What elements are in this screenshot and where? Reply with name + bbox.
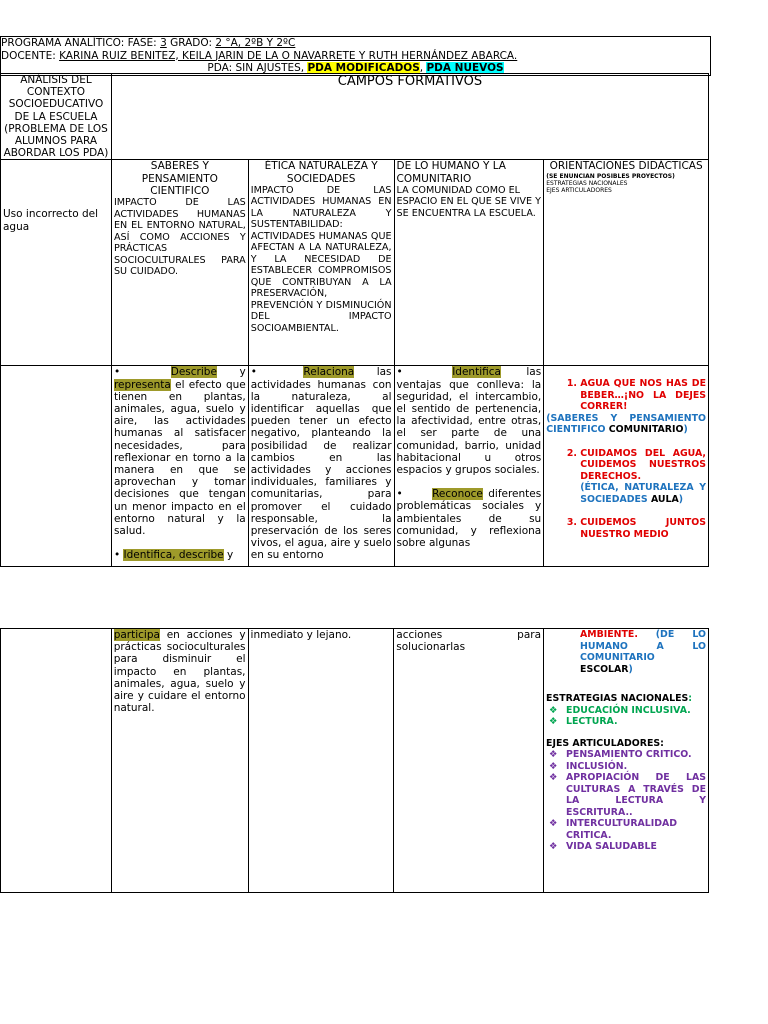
estrategia-item: ❖ LECTURA.	[566, 716, 706, 728]
col4-sub1: (SE ENUNCIAN POSIBLES PROYECTOS)	[546, 172, 675, 180]
project-2-title: 2. CUIDAMOS DEL AGUA, CUIDEMOS NUESTROS DERECHOS.	[580, 448, 706, 483]
pda3b-text: diferentes problemáticas sociales y ambientales de su comunidad, y reflexiona sobre algunas	[396, 488, 542, 550]
analisis-header: ANÁLISIS DEL CONTEXTO SOCIOEDUCATIVO DE LA ESCUELA (PROBLEMA DE LOS ALUMNOS PARA ABORDAR LOS PDA)	[1, 74, 112, 160]
pda1b-verb-participa: participa	[113, 629, 160, 641]
pda1-text: el efecto que tienen en plantas, animales, agua, suelo y aire, las actividades humanas al satisfacer necesidades, para reflexionar en torno a la manera en que se aprovechan y tomar decisiones que tengan un menor impacto en el entorno natural y la salud.	[113, 378, 246, 538]
pda1-cell: • Describe y representa el efecto que tienen en plantas, animales, agua, suelo y aire, las actividades humanas al satisfacer necesidades, para reflexionar en torno a la manera en que se aprovechan y tomar decisiones que tengan un menor impacto en el entorno natural y la salud. • Identifica, describe y	[111, 366, 248, 567]
col1-content: IMPACTO DE LAS ACTIVIDADES HUMANAS EN EL ENTORNO NATURAL, ASÍ COMO ACCIONES Y PRÁCTICAS SOCIOCULTURALES PARA SU CUIDADO.	[113, 197, 246, 278]
col3-title: DE LO HUMANO Y LA COMUNITARIO	[396, 160, 506, 185]
projects-cell	[544, 366, 709, 567]
project-1-campo: (SABERES Y PENSAMIENTO CIENTIFICO COMUNITARIO)	[546, 412, 706, 436]
empty-cell-2	[1, 629, 112, 893]
document-header	[0, 36, 711, 76]
projects-cell-cont: AMBIENTE. (DE LO HUMANO A LO COMUNITARIO ESCOLAR) ESTRATEGIAS NACIONALES: ❖ EDUCACIÓN INCLUSIVA. ❖ LECTURA. EJES ARTICULADORES: ❖ PENSAMIENTO CRITICO. ❖ INCLUSIÓN. ❖ APROPIACIÓN DE LAS CULTURAS A TRAVÉS DE LA LECTURA Y ESCRITURA.. ❖ INTERCULTURALIDAD CRITICA. ❖ VIDA SALUDABLE	[544, 629, 709, 893]
ejes-label: EJES ARTICULADORES:	[546, 737, 664, 749]
col4-header-cell	[544, 160, 709, 366]
docente-value: KARINA RUIZ BENITEZ, KEILA JARIN DE LA O NAVARRETE Y RUTH HERNÁNDEZ ABARCA.	[59, 49, 518, 62]
ejes-list	[546, 749, 706, 853]
project-3-title: 3. CUIDEMOS JUNTOS NUESTRO MEDIO	[580, 517, 706, 540]
col2-header-cell	[248, 160, 394, 366]
project-3-campo: (DE LO HUMANO A LO COMUNITARIO	[580, 629, 706, 663]
campos-header: CAMPOS FORMATIVOS	[111, 74, 708, 160]
col3-header-cell	[394, 160, 544, 366]
problem-cell: Uso incorrecto del agua	[1, 160, 112, 366]
col2-content: IMPACTO DE LAS ACTIVIDADES HUMANAS EN LA NATURALEZA Y SUSTENTABILIDAD: ACTIVIDADES HUMANAS QUE AFECTAN A LA NATURALEZA, Y LA NECESIDAD DE ESTABLECER COMPROMISOS QUE CONTRIBUYAN A LA PRESERVACIÓN, PREVENCIÓN Y DISMINUCIÓN DEL IMPACTO SOCIOAMBIENTAL.	[250, 184, 392, 334]
grado-value: 2 °A, 2ºB Y 2ºC	[215, 37, 296, 49]
pda3b-verb: Reconoce	[432, 488, 483, 501]
col4-title: ORIENTACIONES DIDÁCTICAS	[549, 160, 703, 173]
col4-sub2: ESTRATEGIAS NACIONALES	[546, 179, 628, 187]
col2-title: ÉTICA NATURALEZA Y SOCIEDADES	[264, 160, 378, 185]
pda3-text: las ventajas que conlleva: la seguridad, el intercambio, el sentido de pertenencia, la afectividad, entre otras, el ser parte de una comunidad, barrio, unidad habitacional u otros espacios y grupos sociales.	[396, 366, 542, 477]
pda1-verb-describe: Describe	[170, 366, 217, 379]
pda3-verb: Identifica	[452, 366, 501, 379]
eje-item: ❖ APROPIACIÓN DE LAS CULTURAS A TRAVÉS DE LA LECTURA Y ESCRITURA..	[566, 772, 706, 818]
eje-item: ❖ INTERCULTURALIDAD CRITICA.	[566, 818, 706, 841]
col3-content: LA COMUNIDAD COMO EL ESPACIO EN EL QUE SE VIVE Y SE ENCUENTRA LA ESCUELA.	[396, 184, 541, 219]
pda-line: PDA: SIN AJUSTES, PDA MODIFICADOS, PDA NUEVOS	[207, 62, 504, 74]
programa-line: PROGRAMA ANALÍTICO: FASE: 3 GRADO: 2 °A, 2ºB Y 2ºC	[1, 37, 296, 49]
pda2-cell: • Relaciona las actividades humanas con la naturaleza, al identificar aquellas que pueden tener un efecto negativo, planteando la posibilidad de realizar cambios en las actividades y acciones individuales, familiares y comunitarias, para promover el cuidado responsable, la preservación de los seres vivos, el agua, aire y suelo en su entorno	[248, 366, 394, 567]
fase-value: 3	[160, 37, 167, 49]
estrategia-item: ❖ EDUCACIÓN INCLUSIVA.	[566, 705, 706, 717]
col1-header-cell	[111, 160, 248, 366]
docente-line: DOCENTE: KARINA RUIZ BENITEZ, KEILA JARIN DE LA O NAVARRETE Y RUTH HERNÁNDEZ ABARCA.	[1, 49, 518, 62]
programa-table-continued	[0, 628, 709, 893]
pda2-verb: Relaciona	[303, 366, 355, 379]
project-3-tail: AMBIENTE.	[580, 629, 638, 640]
eje-item: ❖ VIDA SALUDABLE	[566, 841, 706, 853]
pda2-text: las actividades humanas con la naturaleza, al identificar aquellas que pueden tener un efecto negativo, planteando la posibilidad de realizar cambios en las actividades y acciones individuales, familiares y comunitarias, para promover el cuidado responsable, la preservación de los seres vivos, el agua, aire y suelo en su entorno	[250, 366, 392, 562]
project-1-title: 1. AGUA QUE NOS HAS DE BEBER…¡NO LA DEJES CORRER!	[580, 378, 706, 413]
pda-nuevos: PDA NUEVOS	[426, 62, 504, 74]
estrategias-label: ESTRATEGIAS NACIONALES:	[546, 693, 693, 704]
project-2-campo: (ÉTICA, NATURALEZA Y SOCIEDADES AULA)	[580, 482, 706, 505]
pda1b-text: en acciones y prácticas socioculturales para disminuir el impacto en plantas, animales, agua, suelo y aire y cuidare el entorno natural.	[113, 629, 246, 715]
pda2-cell-cont: inmediato y lejano.	[248, 629, 394, 893]
pda3-cell: • Identifica las ventajas que conlleva: la seguridad, el intercambio, el sentido de pertenencia, la afectividad, entre otras, el ser parte de una comunidad, barrio, unidad habitacional u otros espacios y grupos sociales. • Reconoce diferentes problemáticas sociales y ambientales de su comunidad, y reflexiona sobre algunas	[394, 366, 544, 567]
estrategias-list	[546, 705, 706, 728]
eje-item: ❖ INCLUSIÓN.	[566, 761, 706, 773]
eje-item: ❖ PENSAMIENTO CRITICO.	[566, 749, 706, 761]
pda-modificados: PDA MODIFICADOS	[307, 62, 420, 74]
empty-cell	[1, 366, 112, 567]
pda1-verb-representa: representa	[113, 378, 171, 391]
col4-sub3: EJES ARTICULADORES	[546, 186, 612, 194]
pda1b-verbs: Identifica, describe	[123, 549, 224, 562]
pda3-cell-cont: acciones para solucionarlas	[394, 629, 544, 893]
col1-title: SABERES Y PENSAMIENTO CIENTIFICO	[141, 160, 218, 197]
pda1b-cell-cont	[111, 629, 248, 893]
programa-table	[0, 73, 709, 567]
